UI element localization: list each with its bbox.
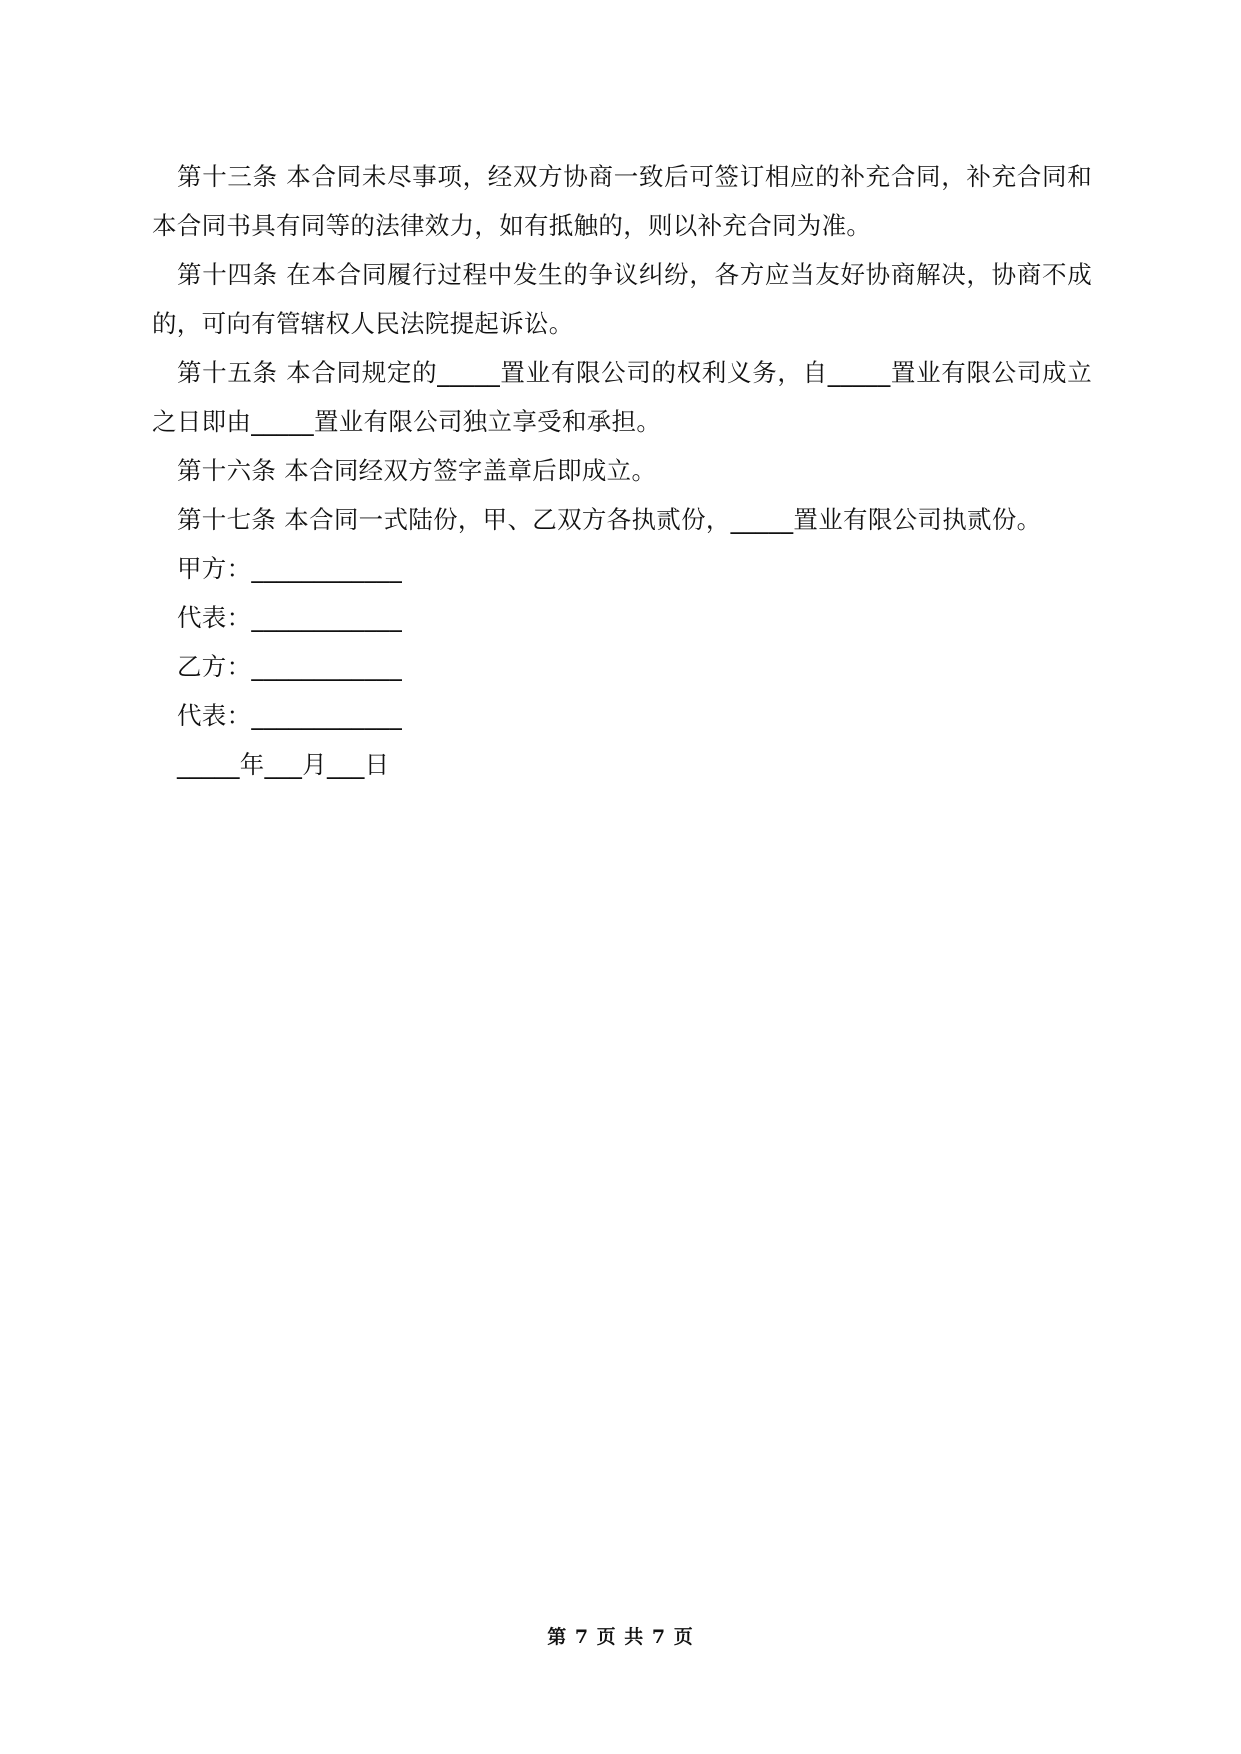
document-body [152, 152, 1092, 789]
party-b-representative-line: 代表：____________ [177, 701, 402, 730]
clause-16: 第十六条 本合同经双方签字盖章后即成立。 [177, 456, 657, 485]
signature-block [152, 544, 1092, 789]
party-a-representative-line: 代表：____________ [177, 603, 402, 632]
clause-13: 第十三条 本合同未尽事项，经双方协商一致后可签订相应的补充合同，补充合同和本合同书具有同等的法律效力，如有抵触的，则以补充合同为准。 [152, 162, 1092, 240]
party-a-line: 甲方：____________ [177, 554, 402, 583]
clause-17: 第十七条 本合同一式陆份，甲、乙双方各执贰份，_____置业有限公司执贰份。 [177, 505, 1042, 534]
clause-15: 第十五条 本合同规定的_____置业有限公司的权利义务，自_____置业有限公司成立之日即由_____置业有限公司独立享受和承担。 [152, 358, 1092, 436]
date-line: _____年___月___日 [177, 750, 390, 779]
party-b-line: 乙方：____________ [177, 652, 402, 681]
clause-14: 第十四条 在本合同履行过程中发生的争议纠纷，各方应当友好协商解决，协商不成的，可向有管辖权人民法院提起诉讼。 [152, 260, 1092, 338]
page-number-footer: 第 7 页 共 7 页 [547, 1626, 694, 1648]
